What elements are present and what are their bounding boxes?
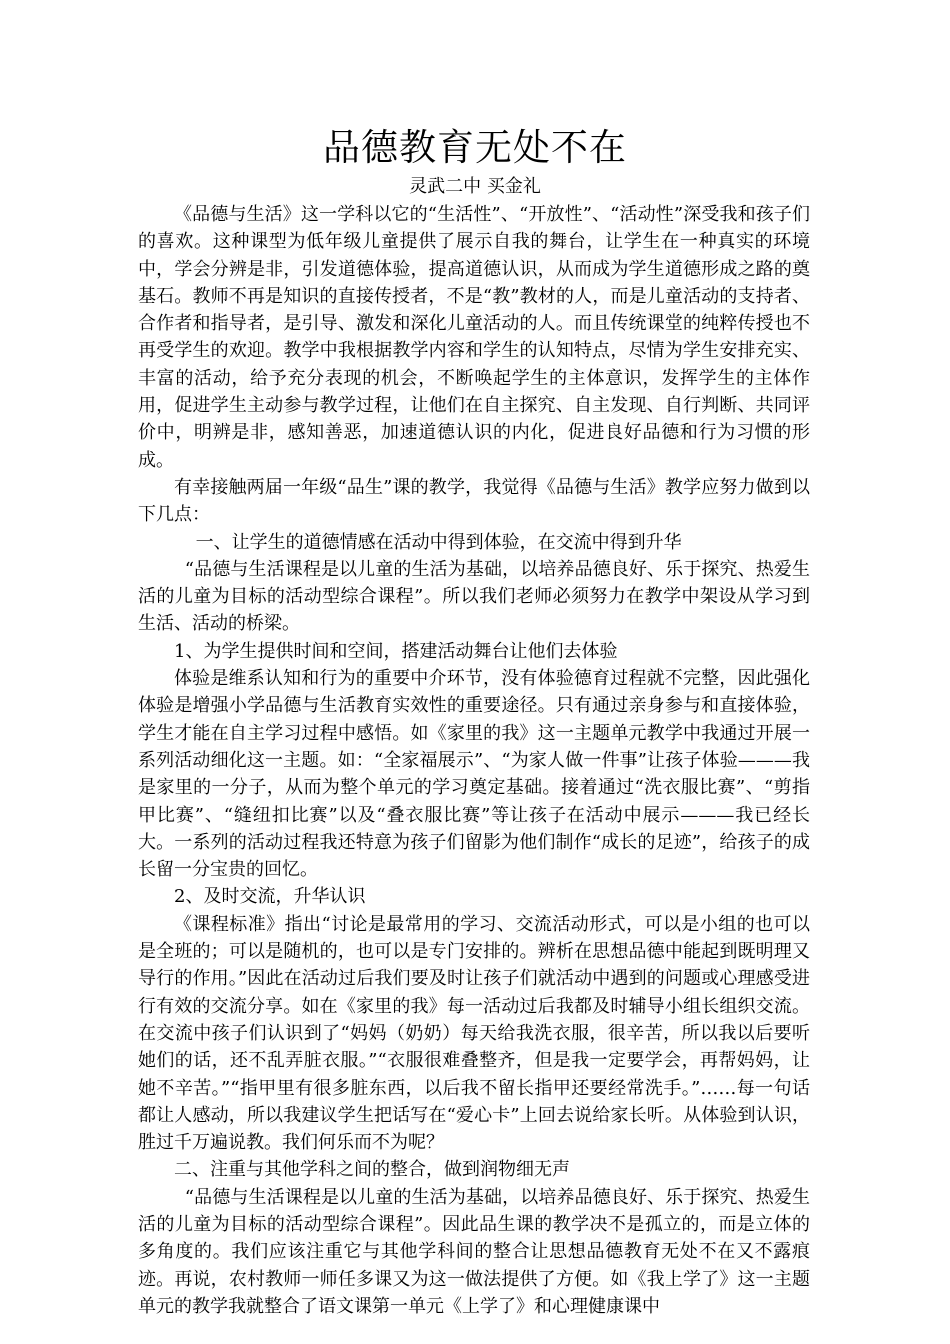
subheading-1: 1、为学生提供时间和空间，搭建活动舞台让他们去体验 — [174, 640, 618, 662]
section-heading-1: 一、让学生的道德情感在活动中得到体验，在交流中得到升华 — [195, 531, 682, 553]
paragraph-quote-1: “品德与生活课程是以儿童的生活为基础，以培养品德良好、乐于探究、热爱生活的儿童为目标的活动型综合课程”。所以我们老师必须努力在教学中架设从学习到生活、活动的桥梁。 — [138, 558, 810, 635]
document-title: 品德教育无处不在 — [323, 126, 627, 169]
paragraph-communication: 《课程标准》指出“讨论是最常用的学习、交流活动形式，可以是小组的也可以是全班的；可以是随机的，也可以是专门安排的。辨析在思想品德中能起到既明理又导行的作用。”因此在活动过后我们要及时让孩子们就活动中遇到的问题或心理感受进行有效的交流分享。如在《家里的我》每一活动过后我都及时辅导小组长组织交流。在交流中孩子们认识到了“妈妈（奶奶）每天给我洗衣服，很辛苦，所以我以后要听她们的话，还不乱弄脏衣服。”“衣服很难叠整齐，但是我一定要学会，再帮妈妈，让她不辛苦。”“指甲里有很多脏东西，以后我不留长指甲还要经常洗手。”……每一句话都让人感动，所以我建议学生把话写在“爱心卡”上回去说给家长听。从体验到认识，胜过千万遍说教。我们何乐而不为呢？ — [138, 913, 810, 1154]
subheading-2: 2、及时交流，升华认识 — [174, 886, 366, 908]
paragraph-lead: 有幸接触两届一年级“品生”课的教学，我觉得《品德与生活》教学应努力做到以下几点： — [138, 476, 810, 526]
paragraph-quote-2: “品德与生活课程是以儿童的生活为基础，以培养品德良好、乐于探究、热爱生活的儿童为目标的活动型综合课程”。因此品生课的教学决不是孤立的，而是立体的多角度的。我们应该注重它与其他学科间的整合让思想品德教育无处不在又不露痕迹。再说，农村教师一师任多课又为这一做法提供了方便。如《我上学了》这一主题单元的教学我就整合了语文课第一单元《上学了》和心理健康课中 — [138, 1186, 810, 1317]
paragraph-intro: 《品德与生活》这一学科以它的“生活性”、“开放性”、“活动性”深受我和孩子们的喜欢。这种课型为低年级儿童提供了展示自我的舞台，让学生在一种真实的环境中，学会分辨是非，引发道德体验，提高道德认识，从而成为学生道德形成之路的奠基石。教师不再是知识的直接传授者，不是“教”教材的人，而是儿童活动的支持者、合作者和指导者，是引导、激发和深化儿童活动的人。而且传统课堂的纯粹传授也不再受学生的欢迎。教学中我根据教学内容和学生的认知特点，尽情为学生安排充实、丰富的活动，给予充分表现的机会，不断唤起学生的主体意识，发挥学生的主体作用，促进学生主动参与教学过程，让他们在自主探究、自主发现、自行判断、共同评价中，明辨是非，感知善恶，加速道德认识的内化，促进良好品德和行为习惯的形成。 — [138, 204, 810, 471]
section-heading-2: 二、注重与其他学科之间的整合，做到润物细无声 — [174, 1159, 570, 1181]
paragraph-experience: 体验是维系认知和行为的重要中介环节，没有体验德育过程就不完整，因此强化体验是增强小学品德与生活教育实效性的重要途径。只有通过亲身参与和直接体验，学生才能在自主学习过程中感悟。如《家里的我》这一主题单元教学中我通过开展一系列活动细化这一主题。如：“全家福展示”、“为家人做一件事”让孩子体验———我是家里的一分子，从而为整个单元的学习奠定基础。接着通过“洗衣服比赛”、“剪指甲比赛”、“缝纽扣比赛”以及“叠衣服比赛”等让孩子在活动中展示———我已经长大。一系列的活动过程我还特意为孩子们留影为他们制作“成长的足迹”，给孩子的成长留一分宝贵的回忆。 — [138, 668, 810, 881]
author-line: 灵武二中 买金礼 — [409, 176, 541, 197]
document-body — [138, 201, 810, 1320]
